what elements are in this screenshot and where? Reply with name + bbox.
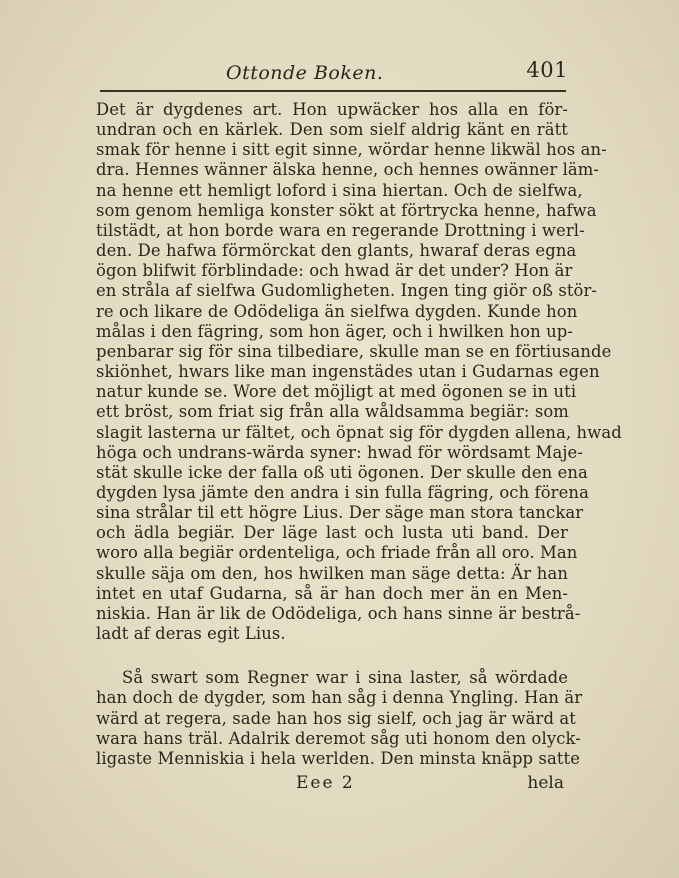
signature-mark: Eee 2: [296, 773, 355, 793]
header-rule: [100, 90, 566, 92]
text-line: stät skulle icke der falla oß uti ögonen. Der skulle den ena: [96, 462, 588, 482]
page-footer: [96, 773, 568, 795]
text-line: han doch de dygder, som han såg i denna Yngling. Han är: [96, 688, 583, 708]
text-line: Det är dygdenes art. Hon upwäcker hos alla en för-: [96, 100, 568, 119]
text-line: ett bröst, som friat sig från alla wåldsamma begiär: som: [96, 402, 569, 422]
body-text: [96, 100, 622, 769]
catchword: hela: [527, 773, 564, 793]
text-line: sina strålar til ett högre Lius. Der säge man stora tanckar: [96, 503, 584, 523]
text-line: skulle säja om den, hos hwilken man säge detta: Är han: [96, 563, 568, 583]
text-line: skiönhet, hwars like man ingenstädes utan i Gudarnas egen: [96, 362, 600, 382]
text-line: smak för henne i sitt egit sinne, wördar henne likwäl hos an-: [96, 140, 607, 160]
text-line: höga och undrans-wärda syner: hwad för wördsamt Maje-: [96, 442, 583, 462]
text-line: natur kunde se. Wore det möjligt at med ögonen se in uti: [96, 382, 577, 402]
paragraph-2: [96, 668, 583, 769]
text-line: dygden lysa jämte den andra i sin fulla fägring, och förena: [96, 482, 589, 502]
text-line: Så swart som Regner war i sina laster, så wördade: [122, 668, 568, 688]
text-line: ligaste Menniskia i hela werlden. Den minsta knäpp satte: [96, 748, 581, 768]
text-line: wara hans träl. Adalrik deremot såg uti honom den olyck-: [96, 728, 581, 748]
page-number: 401: [526, 58, 568, 82]
paragraph-1: [96, 100, 622, 644]
text-line: re och likare de Odödeliga än sielfwa dygden. Kunde hon: [96, 301, 578, 321]
text-line: na henne ett hemligt loford i sina hiertan. Och de sielfwa,: [96, 180, 583, 200]
text-line: tilstädt, at hon borde wara en regerande Drottning i werl-: [96, 220, 585, 240]
text-line: den. De hafwa förmörckat den glants, hwaraf deras egna: [96, 241, 577, 261]
paragraph-gap: [96, 644, 568, 668]
text-line: wärd at regera, sade han hos sig sielf, och jag är wärd at: [96, 708, 576, 728]
text-line: ladt af deras egit Lius.: [96, 624, 286, 644]
text-line: och ädla begiär. Der läge last och lusta uti band. Der: [96, 523, 568, 543]
text-line: målas i den fägring, som hon äger, och i hwilken hon up-: [96, 321, 573, 341]
text-line: undran och en kärlek. Den som sielf aldrig känt en rätt: [96, 120, 568, 140]
text-line: slagit lasterna ur fältet, och öpnat sig för dygden allena, hwad: [96, 422, 622, 442]
text-line: en stråla af sielfwa Gudomligheten. Ingen ting giör oß stör-: [96, 281, 598, 301]
page-header: [98, 58, 568, 86]
running-title: Ottonde Boken.: [226, 62, 384, 84]
text-line: woro alla begiär ordenteliga, och friade från all oro. Man: [96, 543, 578, 563]
text-line: dra. Hennes wänner älska henne, och hennes owänner läm-: [96, 160, 600, 180]
text-line: niskia. Han är lik de Odödeliga, och hans sinne är bestrå-: [96, 603, 581, 623]
text-line: intet en utaf Gudarna, så är han doch mer än en Men-: [96, 583, 568, 603]
text-line: ögon blifwit förblindade: och hwad är det under? Hon är: [96, 261, 573, 281]
text-line: som genom hemliga konster sökt at förtrycka henne, hafwa: [96, 200, 597, 220]
text-line: penbarar sig för sina tilbediare, skulle man se en förtiusande: [96, 341, 612, 361]
